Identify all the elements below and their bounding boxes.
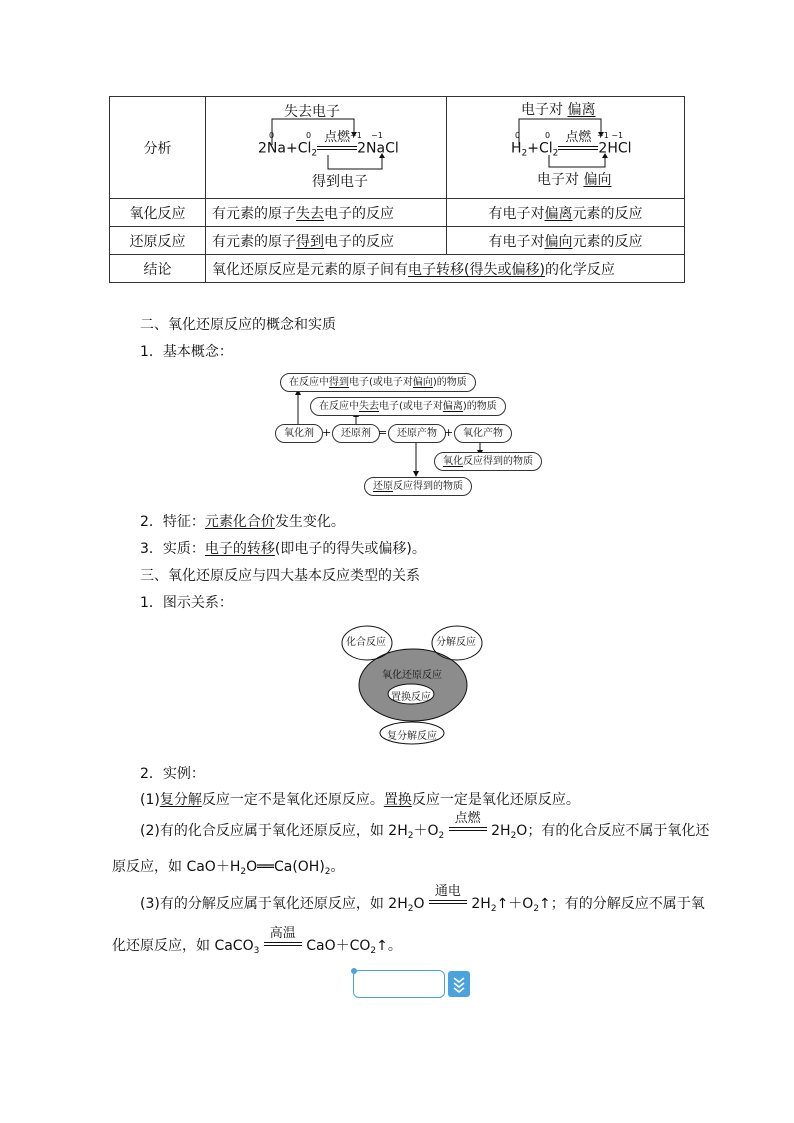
decomposition-label: 分解反应 bbox=[436, 637, 476, 648]
banner-dot-icon bbox=[351, 968, 357, 974]
oxidation-product-def-box: 氧化反应得到的物质 bbox=[434, 452, 542, 471]
reduction-row bbox=[110, 227, 685, 255]
reductant-definition-box: 在反应中失去电子(或电子对偏离)的物质 bbox=[310, 397, 506, 416]
reduction-right: 有电子对偏向元素的反应 bbox=[447, 227, 685, 255]
ox-state-cl-minus: −1 bbox=[371, 131, 383, 140]
analysis-left-cell bbox=[206, 97, 447, 199]
plus-sign-2: + bbox=[444, 426, 454, 439]
reduction-product-def-box: 还原反应得到的物质 bbox=[364, 477, 472, 496]
lose-electron-label: 失去电子 bbox=[284, 104, 340, 120]
double-chevron-down-icon bbox=[448, 971, 470, 997]
expand-button[interactable] bbox=[448, 971, 470, 997]
analysis-label: 分析 bbox=[110, 97, 206, 199]
example-3-line1: (3)有的分解反应属于氧化还原反应，如 $2H_2O$ 通电 $2H_2↑+O_2↑$；有的分解反应不属于氧 bbox=[140, 883, 705, 914]
feature-item: 2．特征：元素化合价发生变化。 bbox=[140, 514, 345, 530]
analysis-right-cell bbox=[447, 97, 685, 199]
equals-sign: = bbox=[378, 426, 388, 439]
hcl-formula: $H_2+Cl_2$ 点燃 2HCl bbox=[511, 130, 632, 159]
example-2-line2: 原反应，如 $CaO+H_2O══Ca(OH)_2$。 bbox=[112, 859, 345, 877]
replacement-label: 置换反应 bbox=[391, 692, 431, 703]
oxidation-product-node: 氧化产物 bbox=[454, 424, 512, 443]
ox-state-na-plus: +1 bbox=[350, 131, 362, 140]
section3-heading: 三、氧化还原反应与四大基本反应类型的关系 bbox=[140, 568, 420, 584]
reaction-type-venn bbox=[340, 624, 486, 746]
hcl-equation bbox=[447, 97, 684, 198]
essence-item: 3．实质：电子的转移(即电子的得失或偏移)。 bbox=[140, 541, 426, 557]
pair-shift-toward-label: 电子对 偏向 bbox=[537, 172, 612, 188]
example-1: (1)复分解反应一定不是氧化还原反应。置换反应一定是氧化还原反应。 bbox=[140, 792, 580, 808]
ox-state-h: 0 bbox=[515, 131, 521, 140]
example-2-line1: (2)有的化合反应属于氧化还原反应，如 $2H_2+O_2$ 点燃 $2H_2O$；有的化合反应不属于氧化还 bbox=[140, 810, 710, 841]
ox-state-hcl: +1 −1 bbox=[597, 131, 624, 140]
section-banner-box bbox=[353, 970, 445, 998]
example-3-line2: 化还原反应，如 CaCO$_3$ 高温 $CaO+CO_2↑$。 bbox=[112, 925, 402, 956]
analysis-row bbox=[110, 97, 685, 199]
combination-label: 化合反应 bbox=[346, 637, 386, 648]
oxidation-right: 有电子对偏离元素的反应 bbox=[447, 199, 685, 227]
comparison-table bbox=[109, 96, 685, 283]
redox-label: 氧化还原反应 bbox=[382, 670, 442, 681]
ox-state-cl2: 0 bbox=[545, 131, 551, 140]
gain-electron-label: 得到电子 bbox=[312, 174, 368, 190]
section2-heading: 二、氧化还原反应的概念和实质 bbox=[140, 317, 336, 333]
ox-state-cl: 0 bbox=[306, 131, 312, 140]
double-decomposition-label: 复分解反应 bbox=[387, 731, 437, 742]
conclusion-label: 结论 bbox=[110, 255, 206, 283]
oxidation-left: 有元素的原子失去电子的反应 bbox=[206, 199, 447, 227]
pair-shift-away-label: 电子对 偏离 bbox=[521, 102, 596, 118]
oxidant-node: 氧化剂 bbox=[275, 424, 323, 443]
oxidant-definition-box: 在反应中得到电子(或电子对偏向)的物质 bbox=[280, 373, 476, 392]
nacl-equation bbox=[206, 97, 446, 198]
oxidation-row bbox=[110, 199, 685, 227]
nacl-formula: $2Na+Cl_2$ 点燃 2NaCl bbox=[258, 130, 399, 159]
plus-sign-1: + bbox=[322, 426, 332, 439]
conclusion-row bbox=[110, 255, 685, 283]
reduction-left: 有元素的原子得到电子的反应 bbox=[206, 227, 447, 255]
reductant-node: 还原剂 bbox=[332, 424, 380, 443]
reduction-product-node: 还原产物 bbox=[388, 424, 446, 443]
ox-state-na: 0 bbox=[269, 131, 275, 140]
examples-item: 2．实例： bbox=[140, 766, 205, 782]
reduction-label: 还原反应 bbox=[110, 227, 206, 255]
oxidation-label: 氧化反应 bbox=[110, 199, 206, 227]
concept-diagram bbox=[270, 370, 550, 496]
basic-concepts-item: 1．基本概念： bbox=[140, 344, 233, 360]
conclusion-text: 氧化还原反应是元素的原子间有电子转移(得失或偏移)的化学反应 bbox=[206, 255, 685, 283]
diagram-relation-item: 1．图示关系： bbox=[140, 595, 233, 611]
